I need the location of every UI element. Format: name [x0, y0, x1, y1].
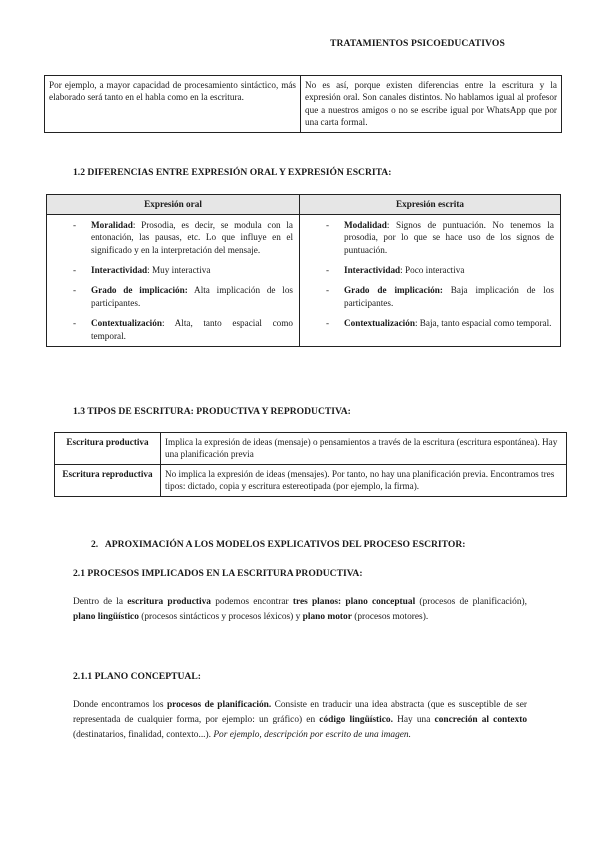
list-dash: - [326, 285, 330, 296]
feature-term: Moralidad [91, 219, 133, 230]
written-feature-item [304, 317, 554, 329]
row-text-productive: Implica la expresión de ideas (mensaje) o pensamientos a través de la escritura (escritura espontánea). Hay una planificación previa [161, 433, 567, 465]
row-label-reproductive: Escritura reproductiva [55, 464, 161, 496]
row-label-productive: Escritura productiva [55, 433, 161, 465]
list-dash: - [73, 219, 77, 230]
paragraph-text: Dentro de la [73, 597, 128, 607]
paragraph-text: (procesos de planificación), [415, 597, 527, 607]
feature-term: Interactividad [344, 264, 401, 275]
written-feature-item [304, 264, 554, 276]
feature-text: : Poco interactiva [400, 264, 465, 275]
paragraph-bold: plano lingüístico [73, 612, 139, 623]
paragraph-bold: plano motor [302, 612, 352, 623]
row-text-reproductive: No implica la expresión de ideas (mensajes). Por tanto, no hay una planificación previa. Encontramos tres tipos: dictado, copia y escritura estereotipada (por ejemplo, la firma). [161, 464, 567, 496]
writing-types-table [54, 432, 567, 497]
paragraph-bold: escritura productiva [127, 597, 211, 607]
paragraph-text: Hay una [392, 715, 435, 726]
written-features-cell [300, 214, 561, 346]
feature-term: Grado de implicación: [344, 285, 443, 296]
paragraph-text: Donde encontramos los [73, 700, 167, 710]
section-2-heading: 2. APROXIMACIÓN A LOS MODELOS EXPLICATIVOS DEL PROCESO ESCRITOR: [91, 539, 466, 550]
list-dash: - [73, 318, 77, 329]
oral-feature-item [51, 284, 293, 309]
oral-feature-item [51, 219, 293, 256]
list-dash: - [73, 285, 77, 296]
feature-text: : Alta, tanto espacial como temporal. [91, 318, 293, 341]
section-2-1-1-paragraph [73, 698, 527, 743]
paragraph-text: podemos encontrar [210, 597, 293, 607]
column-header-written: Expresión escrita [300, 195, 561, 215]
feature-text: Alta implicación de los participantes. [91, 285, 294, 308]
list-dash: - [326, 318, 330, 329]
feature-text: : Signos de puntuación. No tenemos la prosodia, por lo que se hace uso de los signos de puntuación. [344, 219, 554, 255]
feature-text: Baja implicación de los participantes. [344, 285, 554, 308]
written-feature-item [304, 284, 554, 309]
intro-table [44, 75, 562, 133]
column-header-oral: Expresión oral [47, 195, 300, 215]
paragraph-bold: tres planos: plano conceptual [292, 597, 416, 607]
feature-term: Contextualización [344, 318, 415, 329]
paragraph-text: (procesos motores). [351, 612, 429, 623]
list-dash: - [326, 219, 330, 230]
section-2-1-heading: 2.1 PROCESOS IMPLICADOS EN LA ESCRITURA PRODUCTIVA: [73, 568, 363, 579]
feature-text: : Prosodia, es decir, se modula con la entonación, las pausas, etc. Lo que influye en el significado y en la interpretación del mensaje. [91, 219, 293, 255]
list-dash: - [326, 264, 330, 275]
feature-term: Contextualización [91, 318, 162, 329]
feature-text: : Muy interactiva [147, 264, 211, 275]
oral-feature-item [51, 317, 293, 342]
intro-right-cell: No es así, porque existen diferencias entre la escritura y la expresión oral. Son canales distintos. No hablamos igual al profesor que a nuestros amigos o no se escribe igual por WhatsApp que por una carta formal. [301, 76, 562, 133]
section-2-1-paragraph [73, 595, 527, 625]
paragraph-bold: procesos de planificación. [166, 700, 272, 710]
written-feature-item [304, 219, 554, 256]
paragraph-text: (destinatarios, finalidad, contexto...). [73, 730, 214, 741]
intro-left-cell: Por ejemplo, a mayor capacidad de procesamiento sintáctico, más elaborado será tanto en el habla como en la escritura. [45, 76, 301, 133]
section-1-2-heading: 1.2 DIFERENCIAS ENTRE EXPRESIÓN ORAL Y EXPRESIÓN ESCRITA: [73, 167, 392, 178]
feature-term: Grado de implicación: [91, 285, 188, 296]
section-2-1-1-heading: 2.1.1 PLANO CONCEPTUAL: [73, 671, 201, 682]
section-1-3-heading: 1.3 TIPOS DE ESCRITURA: PRODUCTIVA Y REPRODUCTIVA: [73, 406, 351, 417]
feature-term: Interactividad [91, 264, 148, 275]
oral-features-cell [47, 214, 300, 346]
feature-text: : Baja, tanto espacial como temporal. [414, 318, 552, 329]
list-dash: - [73, 264, 77, 275]
paragraph-text: Consiste en traducir una idea abstracta (que es susceptible de ser representada de cualquier forma, por ejemplo: un gráfico) en [73, 700, 527, 726]
paragraph-bold: código lingüístico. [319, 715, 393, 726]
paragraph-bold: concreción al contexto [434, 715, 528, 726]
paragraph-italic: Por ejemplo, descripción por escrito de una imagen. [213, 730, 411, 741]
oral-vs-written-table [46, 194, 561, 347]
paragraph-text: (procesos sintácticos y procesos léxicos) y [138, 612, 303, 623]
oral-feature-item [51, 264, 293, 276]
feature-term: Modalidad [344, 219, 387, 230]
page-header-title: TRATAMIENTOS PSICOEDUCATIVOS [330, 38, 505, 49]
